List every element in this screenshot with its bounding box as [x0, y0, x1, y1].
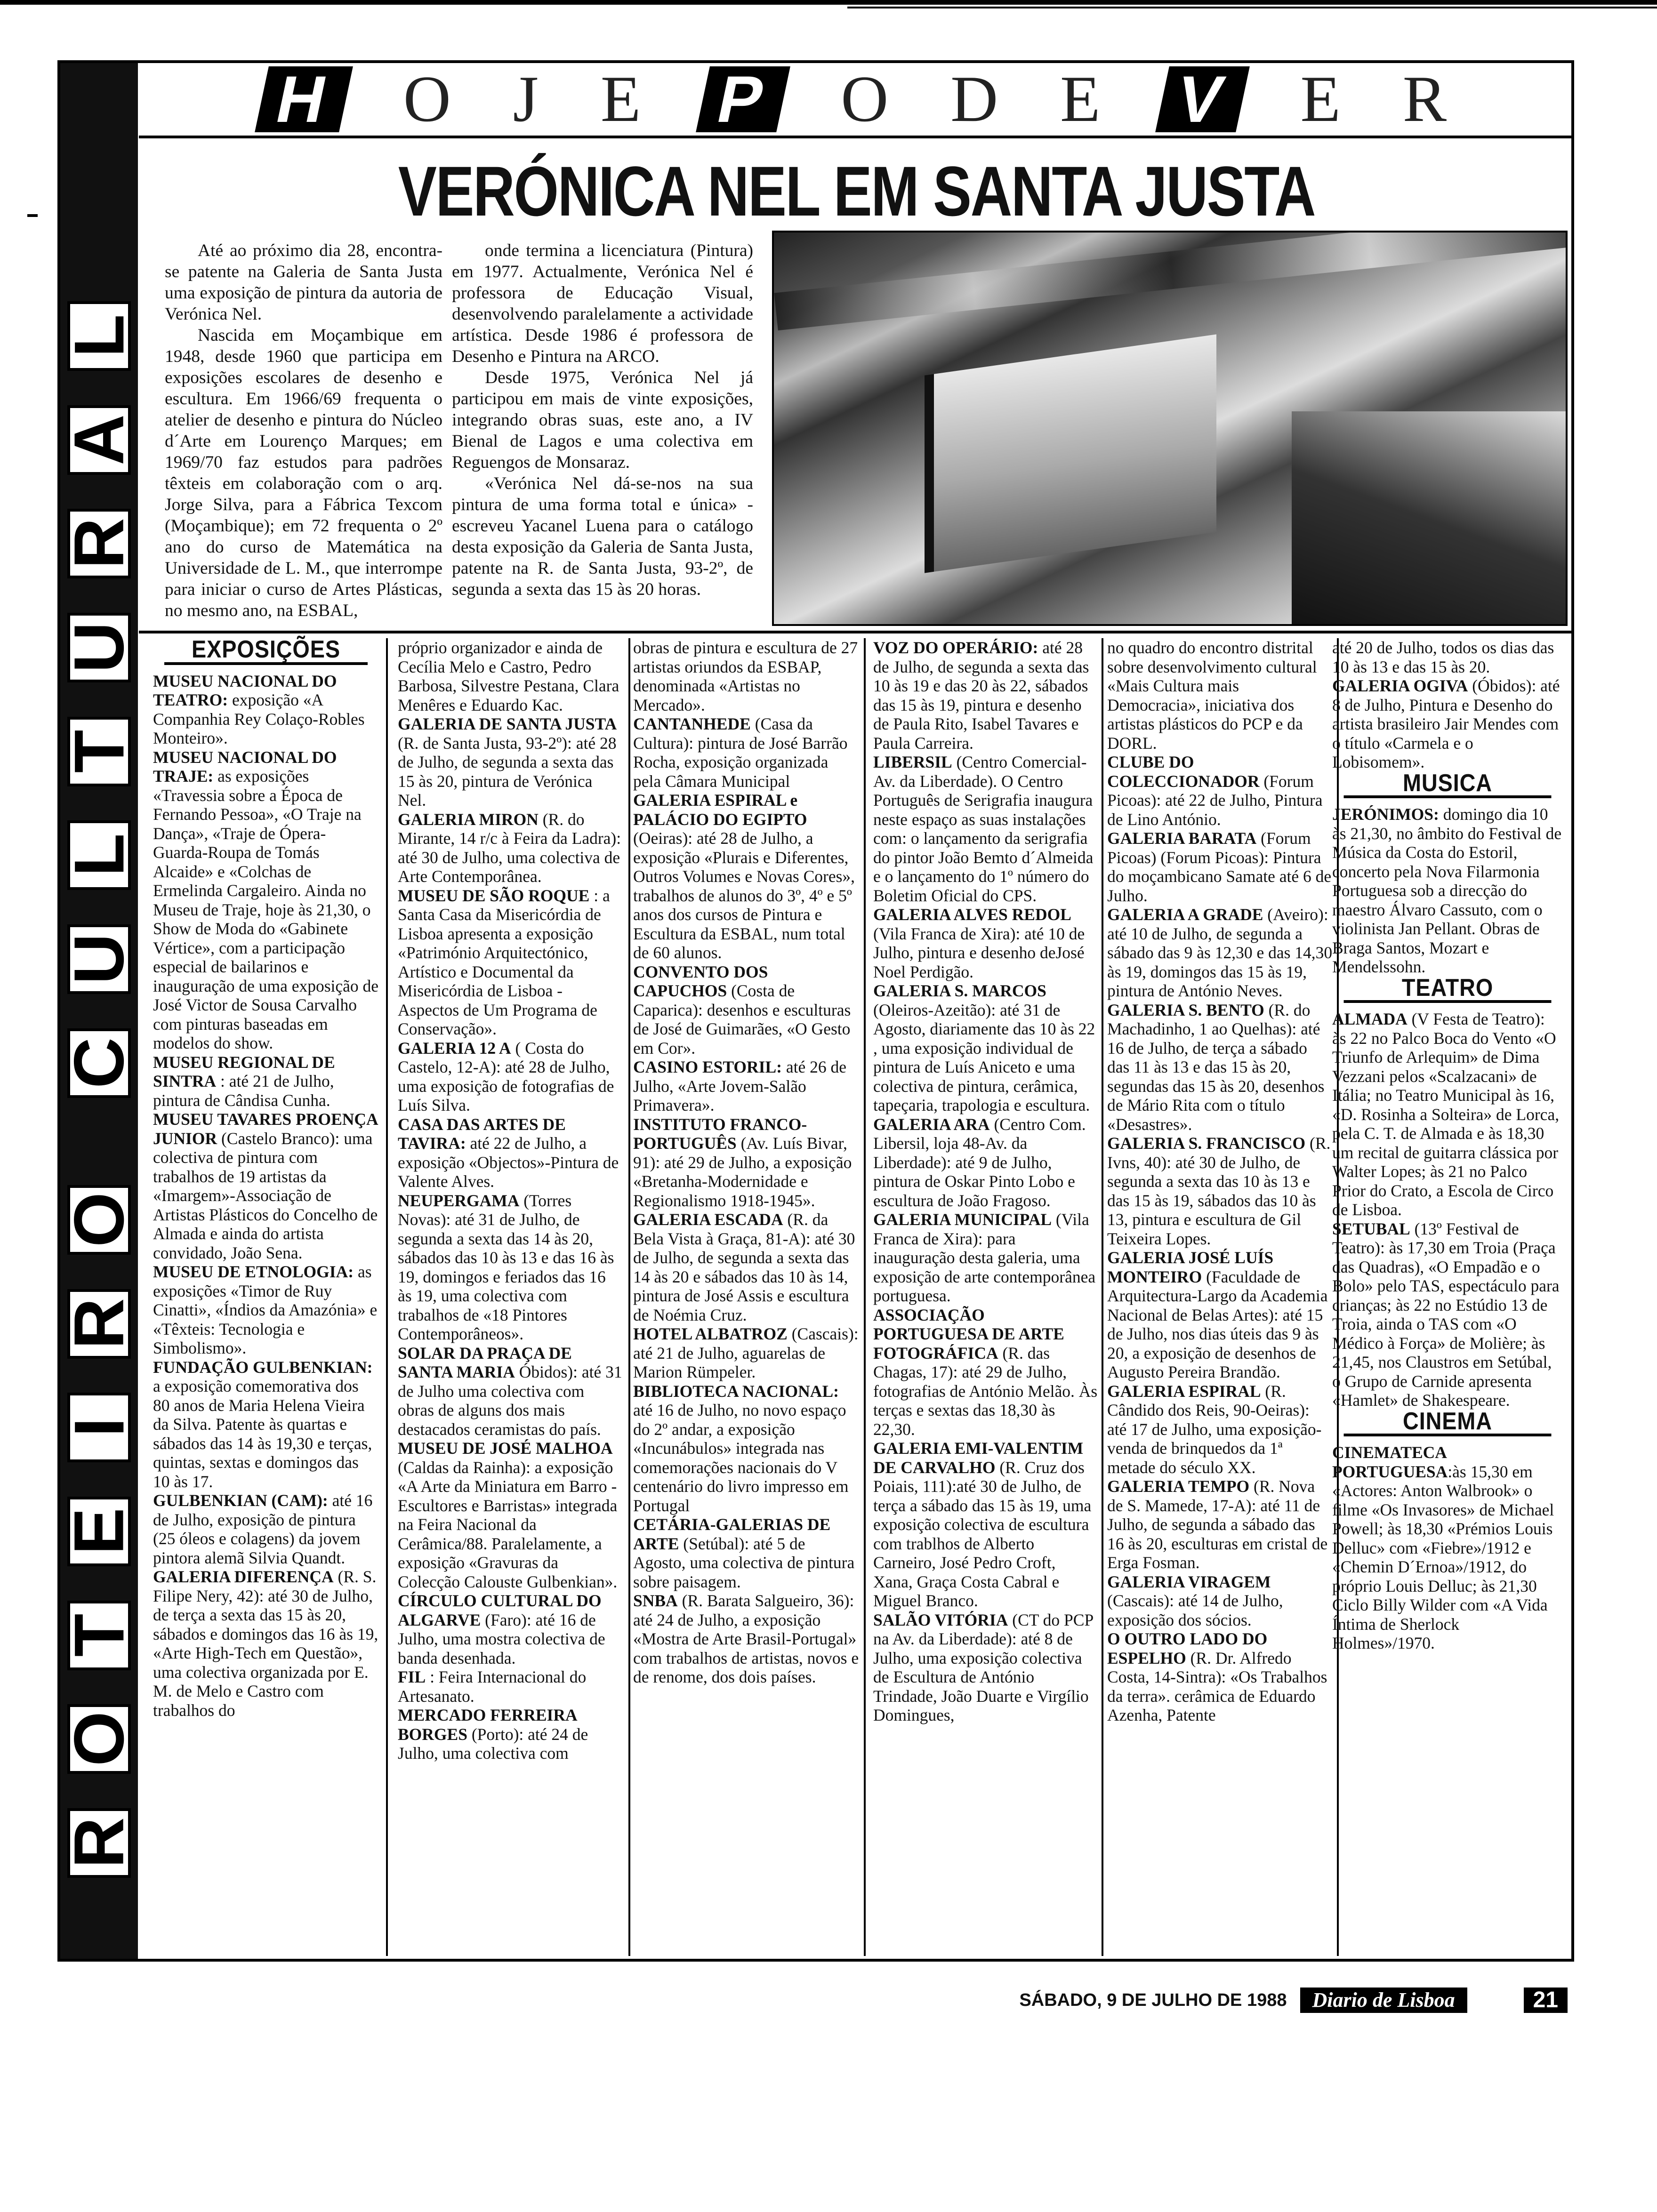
listing-text: :às 15,30 em «Actores: Anton Walbrook» o filme «Os Invasores» de Michael Powell; às 18,30 «Prémios Louis Delluc» com «Fiebre»/1912 e «Chemin D´Ernoa»/1912, do próprio Louis Delluc; às 21,30 Ciclo Billy Wilder com «A Vida Íntima de Sherlock Holmes»/1970. — [1332, 1462, 1554, 1652]
listing-text: no quadro do encontro distrital sobre desenvolvimento cultural «Mais Cultura mais Democracia», iniciativa dos artistas plásticos do PCP e da DORL. — [1107, 638, 1317, 753]
banner-letter: E — [1060, 63, 1105, 136]
listing-text: (Centro Comercial-Av. da Liberdade). O Centro Português de Serigrafia inaugura neste espaço as suas instalações com: o lançamento da serigrafia do pintor João Bemto d´Almeida e o lançamento do 1º número do Boletim Oficial do CPS. — [873, 753, 1094, 905]
listing-entry — [153, 748, 379, 1053]
listing-venue: SALÃO VITÓRIA — [873, 1610, 1008, 1629]
listing-venue: GULBENKIAN (CAM): — [153, 1491, 328, 1510]
listing-venue: MUSEU REGIONAL DE SINTRA — [153, 1052, 335, 1090]
listing-text: Óbidos): até 31 de Julho uma colectiva com obras de alguns dos mais destacados ceramistas do país. — [398, 1362, 622, 1439]
article-column-1 — [165, 240, 442, 621]
sidebar-letter-glyph: T — [59, 729, 138, 773]
headline: VERÓNICA NEL EM SANTA JUSTA — [398, 152, 1315, 231]
listing-entry — [398, 1591, 624, 1667]
teatro-heading: TEATRO — [1344, 978, 1552, 1003]
listing-venue: SOLAR DA PRAÇA DE SANTA MARIA — [398, 1343, 572, 1381]
listing-entry — [398, 886, 624, 1039]
listing-text: (Casa da Cultura): pintura de José Barrão Rocha, exposição organizada pela Câmara Municipal — [633, 714, 848, 791]
listing-entry — [1107, 1572, 1333, 1630]
teatro-listings — [1332, 1010, 1563, 1410]
listing-venue: SNBA — [633, 1591, 678, 1610]
listing-text: (Torres Novas): até 31 de Julho, de segunda a sexta das 14 às 20, sábados das 10 às 13 e das 16 às 19, domingos e feriados das 16 às 19, uma colectiva com trabalhos de «18 Pintores Contemporâneos». — [398, 1191, 614, 1343]
listing-venue: JERÓNIMOS: — [1332, 805, 1439, 824]
listing-venue: SETUBAL — [1332, 1219, 1410, 1238]
listing-venue: GALERIA ALVES REDOL — [873, 905, 1071, 924]
listing-column-2 — [398, 638, 624, 1763]
listing-text: até 16 de Julho, exposição de pintura (25 óleos e colagens) da jovem pintora alemã Silvia Quandt. — [153, 1491, 373, 1567]
listing-entry — [398, 1706, 624, 1763]
sidebar-letter — [59, 1497, 138, 1566]
listing-venue: ASSOCIAÇÃO PORTUGUESA DE ARTE FOTOGRÁFICA — [873, 1305, 1064, 1362]
listing-text: (Aveiro): até 10 de Julho, de segunda a sábado das 9 às 12,30 e das 14,30 às 19, domingos das 15 às 19, pintura de António Neves. — [1107, 905, 1333, 1000]
page-footer — [993, 1986, 1568, 2014]
cinema-listings — [1332, 1443, 1563, 1653]
listing-venue: ALMADA — [1332, 1010, 1408, 1028]
listing-text: (Castelo Branco): uma colectiva de pintura com trabalhos de 19 artistas da «Imargem»-Associação de Artistas Plásticos do Concelho de Almada e ainda do artista convidado, João Sena. — [153, 1129, 378, 1262]
listing-venue: GALERIA OGIVA — [1332, 676, 1468, 695]
listing-venue: MUSEU TAVARES PROENÇA JUNIOR — [153, 1110, 378, 1148]
listing-entry — [1332, 1443, 1563, 1653]
listing-venue: CANTANHEDE — [633, 714, 751, 733]
listing-entry — [398, 714, 624, 810]
listing-text: (R. Ivns, 40): até 30 de Julho, de segunda a sexta das 10 às 13 e das 15 às 19, sábados das 10 às 13, pintura e escultura de Gil Teixeira Lopes. — [1107, 1134, 1331, 1248]
banner-letter: J — [513, 63, 544, 136]
listing-venue: BIBLIOTECA NACIONAL: — [633, 1381, 839, 1401]
listing-venue: CETÁRIA-GALERIAS DE ARTE — [633, 1515, 831, 1553]
listing-entry — [398, 1667, 624, 1706]
listing-text: (Costa de Caparica): desenhos e esculturas de José de Guimarães, «O Gesto em Cor». — [633, 981, 851, 1058]
sidebar-letter — [59, 924, 138, 994]
banner-letter: R — [1402, 63, 1452, 136]
listing-entry — [398, 1115, 624, 1191]
sidebar-letter — [59, 717, 138, 786]
listing-venue: CLUBE DO COLECCIONADOR — [1107, 753, 1260, 791]
listing-entry — [873, 638, 1099, 753]
sidebar-letter — [59, 613, 138, 682]
listing-venue: GALERIA DE SANTA JUSTA — [398, 714, 617, 733]
banner-letter: E — [1300, 63, 1345, 136]
listing-column-5 — [1107, 638, 1333, 1725]
listing-text: até 20 de Julho, todos os dias das 10 às 13 e das 15 às 20. — [1332, 638, 1554, 676]
listing-venue: GALERIA VIRAGEM — [1107, 1572, 1271, 1591]
listing-venue: GALERIA S. FRANCISCO — [1107, 1134, 1306, 1153]
artwork-photo — [772, 231, 1568, 626]
listing-text: (Cascais): até 21 de Julho, aguarelas de Marion Rümpeler. — [633, 1324, 859, 1381]
listing-entry — [633, 638, 859, 714]
article-divider — [139, 631, 1574, 633]
listing-venue: MERCADO FERREIRA BORGES — [398, 1706, 577, 1744]
listing-venue: MUSEU DE JOSÉ MALHOA — [398, 1439, 613, 1458]
listing-venue: GALERIA A GRADE — [1107, 905, 1263, 924]
listing-text: até 16 de Julho, no novo espaço do 2º andar, a exposição «Incunábulos» integrada nas comemorações nacionais do V centenário do livro impresso em Portugal — [633, 1401, 849, 1515]
footer-date: SÁBADO, 9 DE JULHO DE 1988 — [1019, 1990, 1287, 2010]
sidebar-letter-glyph: L — [59, 833, 138, 877]
listing-venue: LIBERSIL — [873, 753, 952, 771]
listing-venue: GALERIA 12 A — [398, 1038, 511, 1058]
listing-text: até 28 de Julho, de segunda a sexta das 10 às 19 e das 20 às 22, sábados das 15 às 19, pintura e desenho de Paula Rito, Isabel Tavares e Paula Carreira. — [873, 638, 1089, 753]
listing-entry — [1107, 1134, 1333, 1248]
sidebar-letter-glyph: A — [59, 414, 138, 465]
listing-text: (Óbidos): até 8 de Julho, Pintura e Desenho do artista brasileiro Jair Mendes com o título «Carmela e o Lobisomem». — [1332, 676, 1560, 771]
listing-venue: GALERIA DIFERENÇA — [153, 1567, 334, 1586]
listing-text: (Cascais): até 14 de Julho, exposição dos sócios. — [1107, 1591, 1283, 1629]
listing-entry — [633, 1115, 859, 1210]
sidebar-letter — [59, 301, 138, 371]
listing-text: (Oeiras): até 28 de Julho, a exposição «Plurais e Diferentes, Outros Volumes e Novas Cores», trabalhos de alunos do 3º, 4º e 5º anos dos cursos de Pintura e Escultura da ESBAL, num total de 60 alunos. — [633, 829, 855, 962]
article-paragraph: «Verónica Nel dá-se-nos na sua pintura de uma forma total e única» - escreveu Yacanel Luena para o catálogo desta exposição da Galeria de Santa Justa, patente na R. de Santa Justa, 93-2º, de segunda a sexta das 15 às 20 horas. — [452, 474, 753, 599]
listing-entry — [1107, 1248, 1333, 1382]
banner-letter: V — [1155, 66, 1250, 132]
listing-text: ( Costa do Castelo, 12-A): até 28 de Julho, uma exposição de fotografias de Luís Silva. — [398, 1038, 614, 1114]
sidebar-letter-glyph: R — [59, 1298, 138, 1349]
sidebar-letter — [59, 1704, 138, 1774]
listing-text: obras de pintura e escultura de 27 artistas oriundos da ESBAP, denominada «Artistas no Mercado». — [633, 638, 858, 714]
photo-panel — [925, 334, 1216, 573]
listing-entry — [1107, 638, 1333, 753]
sidebar-letter — [59, 1601, 138, 1670]
listing-entry — [1332, 1010, 1563, 1219]
photo-streak — [774, 231, 1568, 330]
listing-entry — [398, 1191, 624, 1344]
listing-text: (R. das Chagas, 17): até 29 de Julho, fotografias de António Melão. Às terças e sextas das 18,30 às 22,30. — [873, 1343, 1098, 1439]
sidebar-letter-glyph: L — [59, 314, 138, 358]
listing-text: (13º Festival de Teatro): às 17,30 em Troia (Praça das Quadras), «O Empadão e o Bolo» pelo TAS, espectáculo para crianças; às 22 no Estúdio 13 de Troia, ainda o TAS com «O Médico à Força» de Molière; às 21,45, nos Claustros em Setúbal, o Grupo de Carnide apresenta «Hamlet» de Shakespeare. — [1332, 1219, 1560, 1410]
listing-venue: GALERIA JOSÉ LUÍS MONTEIRO — [1107, 1248, 1274, 1286]
listing-entry — [1107, 905, 1333, 1001]
listing-entry — [873, 905, 1099, 981]
listing-venue: CONVENTO DOS CAPUCHOS — [633, 962, 768, 1000]
listing-text: (CT do PCP na Av. da Liberdade): até 8 de Julho, uma exposição colectiva de Escultura de António Trindade, João Duarte e Virgílio Domingues, — [873, 1610, 1093, 1724]
listing-text: : até 21 de Julho, pintura de Cândisa Cunha. — [153, 1072, 334, 1110]
listing-venue: GALERIA ARA — [873, 1114, 990, 1134]
sidebar-letter-glyph: E — [59, 1507, 138, 1555]
listing-entry — [873, 1439, 1099, 1611]
listing-text: (R. Barata Salgueiro, 36): até 24 de Julho, a exposição «Mostra de Arte Brasil-Portugal» com trabalhos de artistas, novos e de renome, dos dois países. — [633, 1591, 859, 1686]
listing-text: (Forum Picoas): até 22 de Julho, Pintura de Lino António. — [1107, 771, 1323, 829]
listing-entry — [1107, 1629, 1333, 1725]
sidebar-letter-glyph: T — [59, 1613, 138, 1657]
listing-venue: FIL — [398, 1667, 426, 1686]
sidebar-letter — [59, 1289, 138, 1359]
listing-entry — [398, 810, 624, 886]
section-banner-hoje-pode-ver — [139, 63, 1574, 138]
listing-text: a exposição comemorativa dos 80 anos de Maria Helena Vieira da Silva. Patente às quartas e sábados das 14 às 19,30 e terças, quintas, sextas e domingos das 10 às 17. — [153, 1377, 372, 1491]
sidebar-letter-glyph: U — [59, 622, 138, 673]
listing-entry — [153, 1491, 379, 1567]
listing-entry — [633, 1382, 859, 1515]
listing-venue: O OUTRO LADO DO ESPELHO — [1107, 1629, 1268, 1667]
sidebar-letter-glyph: O — [59, 1711, 138, 1767]
listing-entry — [1107, 829, 1333, 905]
listing-text: as exposições «Timor de Ruy Cinatti», «Índios da Amazónia» e «Têxteis: Tecnologia e Simbolismo». — [153, 1262, 378, 1357]
listing-text: até 22 de Julho, a exposição «Objectos»-Pintura de Valente Alves. — [398, 1134, 619, 1191]
cinema-heading: CINEMA — [1344, 1412, 1552, 1437]
listing-text: (R. do Mirante, 14 r/c à Feira da Ladra): até 30 de Julho, uma colectiva de Arte Contemporânea. — [398, 809, 621, 886]
listing-text: (Vila Franca de Xira): para inauguração desta galeria, uma exposição de arte contemporânea portuguesa. — [873, 1210, 1096, 1305]
listing-text: (V Festa de Teatro): às 22 no Palco Boca do Vento «O Triunfo de Arlequim» de Dima Vezzani pelos «Scalzacani» de Itália; no Teatro Municipal às 16, «D. Rosinha a Solteira» de Lorca, pela C. T. de Almada e às 18,30 um recital de guitarra clássica por Walter Lopes; às 21 no Palco Prior do Crato, a Escola de Circo de Lisboa. — [1332, 1010, 1560, 1219]
banner-letter: P — [696, 66, 790, 132]
sidebar-letter — [59, 405, 138, 475]
listing-venue: VOZ DO OPERÁRIO: — [873, 638, 1038, 657]
listing-text: (Forum Picoas) (Forum Picoas): Pintura do moçambicano Samate até 6 de Julho. — [1107, 829, 1332, 905]
listing-text: domingo dia 10 às 21,30, no âmbito do Festival de Música da Costa do Estoril, concerto pela Nova Filarmonia Portuguesa sob a direcção do maestro Álvaro Cassuto, com o violinista Jan Pellant. Obras de Braga Santos, Mozart e Mendelssohn. — [1332, 805, 1562, 976]
listing-text: (Vila Franca de Xira): até 10 de Julho, pintura e desenho deJosé Noel Perdigão. — [873, 924, 1085, 981]
sidebar-letter — [59, 1028, 138, 1098]
listing-entry — [633, 1591, 859, 1687]
top-rule — [0, 0, 1657, 5]
listing-entry — [153, 1110, 379, 1262]
listing-entry — [633, 962, 859, 1058]
listing-text: (Faro): até 16 de Julho, uma mostra colectiva de banda desenhada. — [398, 1610, 605, 1667]
listing-entry — [633, 1324, 859, 1382]
sidebar-letter — [59, 820, 138, 890]
listing-entry — [398, 1439, 624, 1591]
sidebar-letter-glyph: U — [59, 933, 138, 985]
footer-masthead: Diario de Lisboa — [1300, 1988, 1467, 2013]
banner-letter: H — [255, 66, 353, 132]
listing-entry — [873, 1115, 1099, 1210]
listing-entry — [398, 1344, 624, 1439]
listing-entry — [153, 1358, 379, 1491]
listing-venue: GALERIA S. MARCOS — [873, 981, 1046, 1000]
listing-text: : a Santa Casa da Misericórdia de Lisboa apresenta a exposição «Património Arquitectónico, Artístico e Documental da Misericórdia de Lisboa - Aspectos de Um Programa de Conservação». — [398, 886, 610, 1038]
listing-entry — [153, 1053, 379, 1110]
listing-entry — [1332, 1219, 1563, 1410]
listing-entry — [1107, 1382, 1333, 1477]
listing-column-3 — [633, 638, 859, 1687]
listing-text: (R. da Bela Vista à Graça, 81-A): até 30 de Julho, de segunda a sexta das 14 às 20 e sábados das 10 às 14, pintura de José Assis e escultura de Noémia Cruz. — [633, 1210, 855, 1324]
sidebar-roteiro-cultural — [60, 301, 138, 1878]
listing-text: (R. Dr. Alfredo Costa, 14-Sintra): «Os Trabalhos da terra». cerâmica de Eduardo Azenha, Patente — [1107, 1648, 1327, 1724]
listing-venue: MUSEU DE ETNOLOGIA: — [153, 1262, 354, 1281]
listing-text: (R. Cruz dos Poiais, 111):até 30 de Julho, de terça a sábado das 15 às 19, uma exposição colectiva de escultura com trablhos de Alberto Carneiro, José Pedro Croft, Xana, Graça Costa Cabral e Miguel Branco. — [873, 1458, 1092, 1610]
listing-entry — [153, 672, 379, 748]
listing-entry — [633, 714, 859, 791]
listing-text: (R. Cândido dos Reis, 90-Oeiras): até 17 de Julho, uma exposição-venda de brinquedos da 1ª metade do século XX. — [1107, 1381, 1322, 1477]
photo-shadow — [1292, 411, 1568, 626]
listing-text: (Porto): até 24 de Julho, uma colectiva com — [398, 1724, 588, 1763]
sidebar-letter — [59, 1808, 138, 1878]
sidebar-letter — [59, 1185, 138, 1255]
listing-text: : Feira Internacional do Artesanato. — [398, 1667, 587, 1706]
listing-text: (Oleiros-Azeitão): até 31 de Agosto, diariamente das 10 às 22 , uma exposição individual de pintura de Luís Aniceto e uma colectiva de pintura, cerâmica, tapeçaria, trapologia e escultura. — [873, 1000, 1095, 1114]
sidebar-letter-glyph: O — [59, 1192, 138, 1247]
listing-venue: CASINO ESTORIL: — [633, 1058, 782, 1076]
listing-entry — [873, 753, 1099, 905]
listing-venue: FUNDAÇÃO GULBENKIAN: — [153, 1357, 373, 1377]
listing-venue: HOTEL ALBATROZ — [633, 1324, 788, 1343]
page-number: 21 — [1524, 1988, 1568, 2013]
listing-venue: GALERIA TEMPO — [1107, 1477, 1250, 1496]
banner-letter: O — [841, 63, 893, 136]
sidebar-letter-glyph: R — [59, 1817, 138, 1868]
musica-listings — [1332, 805, 1563, 977]
column-rule — [386, 638, 388, 1956]
listing-text: próprio organizador e ainda de Cecília Melo e Castro, Pedro Barbosa, Silvestre Pestana, Clara Menêres e Eduardo Kac. — [398, 638, 619, 714]
listing-venue: MUSEU DE SÃO ROQUE — [398, 886, 590, 905]
sidebar-letter-glyph: R — [59, 518, 138, 569]
listing-text: (R. S. Filipe Nery, 42): até 30 de Julho, de terça a sexta das 15 às 20, sábados e domingos das 16 às 19, «Arte High-Tech em Questão», uma colectiva organizada por E. M. de Melo e Castro com trabalhos do — [153, 1567, 378, 1720]
listing-entry — [873, 1611, 1099, 1725]
listing-entry — [1107, 1001, 1333, 1134]
article-column-2 — [452, 240, 753, 621]
listing-venue: INSTITUTO FRANCO-PORTUGUÊS — [633, 1114, 807, 1153]
listing-entry — [1107, 1477, 1333, 1572]
listing-entry — [633, 1210, 859, 1324]
listing-entry — [1332, 638, 1563, 676]
listing-column-1 — [153, 638, 379, 1720]
listing-column-6 — [1332, 638, 1563, 1653]
listing-entry — [153, 1262, 379, 1358]
listing-entry — [398, 1039, 624, 1115]
column-rule — [864, 638, 866, 1956]
listing-entry — [1332, 805, 1563, 977]
listing-entry — [873, 1210, 1099, 1306]
column-rule — [1102, 638, 1103, 1956]
listing-text: (Caldas da Rainha): a exposição «A Arte da Miniatura em Barro - Escultores e Barristas» integrada na Feira Nacional da Cerâmica/88. Paralelamente, a exposição «Gravuras da Colecção Calouste Gulbenkian». — [398, 1458, 618, 1591]
listing-text: (R. de Santa Justa, 93-2º): até 28 de Julho, de segunda a sexta das 15 às 20, pintura de Verónica Nel. — [398, 733, 617, 809]
listing-text: até 26 de Julho, «Arte Jovem-Salão Primavera». — [633, 1058, 846, 1114]
listing-entry — [1332, 676, 1563, 772]
listing-venue: GALERIA EMI-VALENTIM DE CARVALHO — [873, 1439, 1084, 1477]
listing-entry — [633, 1058, 859, 1115]
listing-text: (Setúbal): até 5 de Agosto, uma colectiva de pintura sobre paisagem. — [633, 1534, 855, 1591]
listing-text: exposição «A Companhia Rey Colaço-Robles Monteiro». — [153, 690, 365, 747]
margin-mark — [27, 214, 38, 217]
sidebar-letter — [59, 509, 138, 578]
listing-text: (Faculdade de Arquitectura-Largo da Academia Nacional de Belas Artes): até 15 de Julho, nos dias úteis das 9 às 20, a exposição de desenhos de Augusto Pereira Brandão. — [1107, 1267, 1328, 1381]
listing-venue: GALERIA ESPIRAL — [1107, 1381, 1261, 1401]
banner-letter: D — [950, 63, 1003, 136]
column-rule — [628, 638, 630, 1956]
sidebar-letter-glyph: I — [59, 1417, 138, 1437]
listing-text: (Av. Luís Bivar, 91): até 29 de Julho, a exposição «Bretanha-Modernidade e Regionalismo 1918-1945». — [633, 1134, 852, 1210]
sidebar-letter-glyph: C — [59, 1037, 138, 1089]
listing-entry — [873, 1306, 1099, 1439]
listing-text: (R. Nova de S. Mamede, 17-A): até 11 de Julho, de segunda a sábado das 16 às 20, esculturas em cristal de Erga Fosman. — [1107, 1477, 1328, 1572]
listing-venue: GALERIA S. BENTO — [1107, 1000, 1264, 1019]
musica-heading: MUSICA — [1344, 774, 1552, 799]
listing-venue: GALERIA ESCADA — [633, 1210, 783, 1229]
exposicoes-heading: EXPOSIÇÕES — [164, 640, 368, 665]
article-paragraph: onde termina a licenciatura (Pintura) em 1977. Actualmente, Verónica Nel é professora de Educação Visual, desenvolvendo paralelamente a actividade artística. Desde 1986 é professora de Desenho e Pintura na ARCO. — [452, 241, 753, 366]
listing-venue: CASA DAS ARTES DE TAVIRA: — [398, 1114, 566, 1153]
listing-entry — [633, 1515, 859, 1591]
article-paragraph: Desde 1975, Verónica Nel já participou em mais de vinte exposições, integrando obras suas, este ano, a IV Bienal de Lagos e uma colectiva em Reguengos de Monsaraz. — [452, 368, 753, 472]
listing-entry — [398, 638, 624, 714]
listing-text: (R. do Machadinho, 1 ao Quelhas): até 16 de Julho, de terça a sábado das 11 às 13 e das 15 às 20, segundas das 15 às 20, desenhos de Mário Rita com o título «Desastres». — [1107, 1000, 1325, 1134]
listing-venue: CINEMATECA PORTUGUESA — [1332, 1443, 1448, 1481]
listing-venue: MUSEU NACIONAL DO TRAJE: — [153, 747, 337, 785]
listing-entry — [1107, 753, 1333, 829]
top-rule-secondary — [847, 7, 1657, 8]
listing-venue: GALERIA ESPIRAL e PALÁCIO DO EGIPTO — [633, 791, 807, 829]
listing-venue: MUSEU NACIONAL DO TEATRO: — [153, 671, 337, 709]
banner-letter: O — [403, 63, 456, 136]
listing-entry — [633, 791, 859, 962]
listing-venue: NEUPERGAMA — [398, 1191, 520, 1210]
listing-text: (Centro Com. Libersil, loja 48-Av. da Liberdade): até 9 de Julho, pintura de Oskar Pinto Lobo e escultura de João Fragoso. — [873, 1114, 1086, 1210]
listing-venue: GALERIA MUNICIPAL — [873, 1210, 1052, 1229]
banner-letter: E — [600, 63, 646, 136]
listing-column-6-top — [1332, 638, 1563, 772]
article-paragraph: Até ao próximo dia 28, encontra-se patente na Galeria de Santa Justa uma exposição de pintura da autoria de Verónica Nel. — [165, 241, 442, 324]
listing-venue: GALERIA BARATA — [1107, 829, 1257, 848]
listing-entry — [153, 1567, 379, 1720]
listing-column-4 — [873, 638, 1099, 1725]
listing-venue: CÍRCULO CULTURAL DO ALGARVE — [398, 1591, 602, 1629]
listing-venue: GALERIA MIRON — [398, 809, 539, 829]
sidebar-letter — [59, 1393, 138, 1462]
listing-entry — [873, 981, 1099, 1115]
article-paragraph: Nascida em Moçambique em 1948, desde 1960 que participa em exposições escolares de desenho e escultura. Em 1966/69 frequenta o atelier de desenho e pintura do Núcleo d´Arte em Lourenço Marques; em 1969/70 faz estudos para padrões têxteis em colaboração com o arq. Jorge Silva, para a Fábrica Texcom (Moçambique); em 72 frequenta o 2º ano do curso de Matemática na Universidade de L. M., que interrompe para iniciar o curso de Artes Plásticas, no mesmo ano, na ESBAL, — [165, 326, 442, 620]
listing-text: as exposições «Travessia sobre a Época de Fernando Pessoa», «O Traje na Dança», «Traje de Ópera-Guarda-Roupa de Tomás Alcaide» e «Colchas de Ermelinda Cargaleiro. Ainda no Museu de Traje, hoje às 21,30, o Show de Moda do «Gabinete Vértice», com a participação especial de bailarinos e inauguração de uma exposição de José Victor de Sousa Carvalho com pinturas baseadas em modelos do show. — [153, 767, 379, 1052]
